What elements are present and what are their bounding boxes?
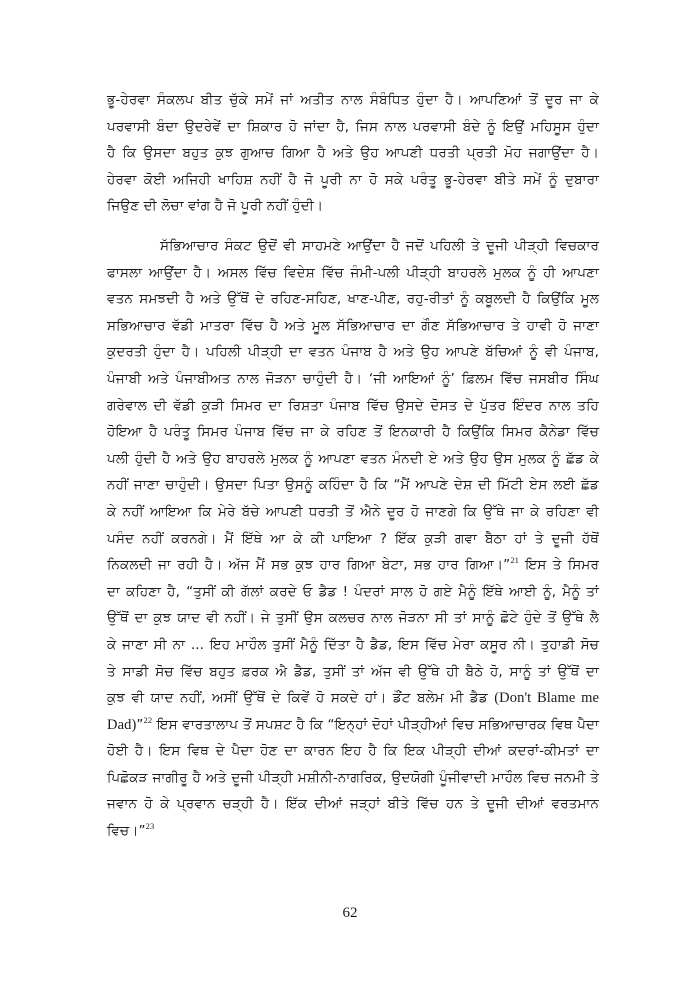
text-line: ਗਰੇਵਾਲ ਦੀ ਵੱਡੀ ਕੁੜੀ ਸਿਮਰ ਦਾ ਰਿਸ਼ਤਾ ਪੰਜਾਬ ਵਿੱਚ ਉਸਦੇ ਦੋਸਤ ਦੇ ਪੁੱਤਰ ਇੰਦਰ ਨਾਲ ਤਹਿ (107, 397, 599, 414)
text-line: ਹੈ ਕਿ ਉਸਦਾ ਬਹੁਤ ਕੁਝ ਗੁਆਚ ਗਿਆ ਹੈ ਅਤੇ ਉਹ ਆਪਣੀ ਧਰਤੀ ਪ੍ਰਤੀ ਮੋਹ ਜਗਾਉਂਦਾ ਹੈ। (107, 145, 599, 162)
page-number: 62 (342, 905, 358, 921)
line-text: ਇਸ ਵਾਰਤਾਲਾਪ ਤੋਂ ਸਪਸ਼ਟ ਹੈ ਕਿ “ਇਨ੍ਹਾਂ ਦੋਹਾਂ ਪੀੜ੍ਹੀਆਂ ਵਿਚ ਸਭਿਆਚਾਰਕ ਵਿਥ ਪੈਦਾ (152, 716, 599, 733)
footnote-ref-21[interactable]: 21 (510, 555, 520, 566)
text-line: ਕੇ ਜਾਣਾ ਸੀ ਨਾ ... ਇਹ ਮਾਹੌਲ ਤੁਸੀਂ ਮੈਨੂੰ ਦਿੱਤਾ ਹੈ ਡੈਡ, ਇਸ ਵਿੱਚ ਮੇਰਾ ਕਸੂਰ ਨੀ। ਤੁਹਾਡੀ ਸੋਚ (107, 636, 599, 653)
text-line: ਫਾਸਲਾ ਆਉਂਦਾ ਹੈ। ਅਸਲ ਵਿੱਚ ਵਿਦੇਸ਼ ਵਿੱਚ ਜੰਮੀ-ਪਲੀ ਪੀੜ੍ਹੀ ਬਾਹਰਲੇ ਮੁਲਕ ਨੂੰ ਹੀ ਆਪਣਾ (107, 264, 599, 281)
text-line: ਕੁਦਰਤੀ ਹੁੰਦਾ ਹੈ। ਪਹਿਲੀ ਪੀੜ੍ਹੀ ਦਾ ਵਤਨ ਪੰਜਾਬ ਹੈ ਅਤੇ ਉਹ ਆਪਣੇ ਬੱਚਿਆਂ ਨੂੰ ਵੀ ਪੰਜਾਬ, (107, 344, 599, 361)
text-line: ਕੇ ਨਹੀਂ ਆਇਆ ਕਿ ਮੇਰੇ ਬੱਚੇ ਆਪਣੀ ਧਰਤੀ ਤੋਂ ਐਨੇ ਦੂਰ ਹੋ ਜਾਣਗੇ ਕਿ ਉੱਥੇ ਜਾ ਕੇ ਰਹਿਣਾ ਵੀ (107, 503, 599, 520)
text-line: ਤੇ ਸਾਡੀ ਸੋਚ ਵਿੱਚ ਬਹੁਤ ਫ਼ਰਕ ਐ ਡੈਡ, ਤੁਸੀਂ ਤਾਂ ਅੱਜ ਵੀ ਉੱਥੇ ਹੀ ਬੈਠੇ ਹੋ, ਸਾਨੂੰ ਤਾਂ ਉੱਥੋਂ ਦਾ (107, 663, 599, 680)
text-line: ਪੰਜਾਬੀ ਅਤੇ ਪੰਜਾਬੀਅਤ ਨਾਲ ਜੋੜਨਾ ਚਾਹੁੰਦੀ ਹੈ। ‘ਜੀ ਆਇਆਂ ਨੂੰ’ ਫ਼ਿਲਮ ਵਿੱਚ ਜਸਬੀਰ ਸਿੰਘ (107, 370, 599, 387)
text-line: ਹੇਰਵਾ ਕੋਈ ਅਜਿਹੀ ਖਾਹਿਸ਼ ਨਹੀਂ ਹੈ ਜੋ ਪੂਰੀ ਨਾ ਹੋ ਸਕੇ ਪਰੰਤੂ ਭੂ-ਹੇਰਵਾ ਬੀਤੇ ਸਮੇਂ ਨੂੰ ਦੁਬਾਰਾ (107, 171, 599, 188)
text-line: ਪਲੀ ਹੁੰਦੀ ਹੈ ਅਤੇ ਉਹ ਬਾਹਰਲੇ ਮੁਲਕ ਨੂੰ ਆਪਣਾ ਵਤਨ ਮੰਨਦੀ ਏ ਅਤੇ ਉਹ ਉਸ ਮੁਲਕ ਨੂੰ ਛੱਡ ਕੇ (107, 450, 599, 467)
closing-quote: ” (136, 716, 144, 733)
footnote-ref-23[interactable]: 23 (145, 821, 155, 832)
text-line-with-footnote (107, 818, 599, 845)
text-line: ਨਹੀਂ ਜਾਣਾ ਚਾਹੁੰਦੀ। ਉਸਦਾ ਪਿਤਾ ਉਸਨੂੰ ਕਹਿੰਦਾ ਹੈ ਕਿ “ਮੈਂ ਆਪਣੇ ਦੇਸ਼ ਦੀ ਮਿੱਟੀ ਏਸ ਲਈ ਛੱਡ (107, 477, 599, 494)
paragraph-1 (107, 87, 599, 220)
paragraph-2 (107, 233, 599, 845)
text-line: ਉੱਥੋਂ ਦਾ ਕੁਝ ਯਾਦ ਵੀ ਨਹੀਂ। ਜੇ ਤੁਸੀਂ ਉਸ ਕਲਚਰ ਨਾਲ ਜੋੜਨਾ ਸੀ ਤਾਂ ਸਾਨੂੰ ਛੋਟੇ ਹੁੰਦੇ ਤੋਂ ਉੱਥੇ ਲੈ (107, 610, 599, 627)
line-text: ਵਿਚ।” (107, 823, 146, 840)
footnote-ref-22[interactable]: 22 (143, 714, 153, 725)
text-line: ਦਾ ਕਹਿਣਾ ਹੈ, “ਤੁਸੀਂ ਕੀ ਗੱਲਾਂ ਕਰਦੇ ਓ ਡੈਡ ! ਪੰਦਰਾਂ ਸਾਲ ਹੋ ਗਏ ਮੈਨੂੰ ਇੱਥੇ ਆਈ ਨੂੰ, ਮੈਨੂੰ ਤਾਂ (107, 583, 599, 600)
text-line-with-footnote (107, 712, 599, 739)
text-line: ਪਿਛੋਕੜ ਜਾਗੀਰੂ ਹੈ ਅਤੇ ਦੂਜੀ ਪੀੜ੍ਹੀ ਮਸ਼ੀਨੀ-ਨਾਗਰਿਕ, ਉਦਯੋਗੀ ਪੂੰਜੀਵਾਦੀ ਮਾਹੌਲ ਵਿਚ ਜਨਮੀ ਤੇ (107, 769, 599, 786)
english-title-text: Dad) (107, 716, 137, 733)
line-text: ਇਸ ਤੇ ਸਿਮਰ (519, 557, 600, 574)
text-line: ਜਵਾਨ ਹੋ ਕੇ ਪ੍ਰਵਾਨ ਚੜ੍ਹੀ ਹੈ। ਇੱਕ ਦੀਆਂ ਜੜ੍ਹਾਂ ਬੀਤੇ ਵਿੱਚ ਹਨ ਤੇ ਦੂਜੀ ਦੀਆਂ ਵਰਤਮਾਨ (107, 796, 599, 813)
text-line: ਹੋਈ ਹੈ। ਇਸ ਵਿਥ ਦੇ ਪੈਦਾ ਹੋਣ ਦਾ ਕਾਰਨ ਇਹ ਹੈ ਕਿ ਇਕ ਪੀੜ੍ਹੀ ਦੀਆਂ ਕਦਰਾਂ-ਕੀਮਤਾਂ ਦਾ (107, 743, 599, 760)
line-text: ਨਿਕਲਦੀ ਜਾ ਰਹੀ ਹੈ। ਅੱਜ ਮੈਂ ਸਭ ਕੁਝ ਹਾਰ ਗਿਆ ਬੇਟਾ, ਸਭ ਹਾਰ ਗਿਆ।” (107, 557, 511, 574)
english-title-text: (Don't Blame me (494, 690, 600, 707)
text-line-with-footnote (107, 552, 599, 579)
text-line: ਜਿਉਣ ਦੀ ਲੋਚਾ ਵਾਂਗ ਹੈ ਜੋ ਪੂਰੀ ਨਹੀਂ ਹੁੰਦੀ। (107, 198, 324, 215)
text-line: ਪਰਵਾਸੀ ਬੰਦਾ ਉਦਰੇਵੇਂ ਦਾ ਸ਼ਿਕਾਰ ਹੋ ਜਾਂਦਾ ਹੈ, ਜਿਸ ਨਾਲ ਪਰਵਾਸੀ ਬੰਦੇ ਨੂੰ ਇਉਂ ਮਹਿਸੂਸ ਹੁੰਦਾ (107, 118, 599, 135)
text-line: ਸਭਿਆਚਾਰ ਵੱਡੀ ਮਾਤਰਾ ਵਿੱਚ ਹੈ ਅਤੇ ਮੂਲ ਸੱਭਿਆਚਾਰ ਦਾ ਗੌਣ ਸੱਭਿਆਚਾਰ ਤੇ ਹਾਵੀ ਹੋ ਜਾਣਾ (107, 317, 599, 334)
text-line: ਭੂ-ਹੇਰਵਾ ਸੰਕਲਪ ਬੀਤ ਚੁੱਕੇ ਸਮੇਂ ਜਾਂ ਅਤੀਤ ਨਾਲ ਸੰਬੰਧਿਤ ਹੁੰਦਾ ਹੈ। ਆਪਣਿਆਂ ਤੋਂ ਦੂਰ ਜਾ ਕੇ (107, 92, 599, 108)
text-line: ਵਤਨ ਸਮਝਦੀ ਹੈ ਅਤੇ ਉੱਥੋਂ ਦੇ ਰਹਿਣ-ਸਹਿਣ, ਖਾਣ-ਪੀਣ, ਰਹੁ-ਰੀਤਾਂ ਨੂੰ ਕਬੂਲਦੀ ਹੈ ਕਿਉਂਕਿ ਮੂਲ (107, 291, 599, 308)
text-line: ਹੋਇਆ ਹੈ ਪਰੰਤੂ ਸਿਮਰ ਪੰਜਾਬ ਵਿੱਚ ਜਾ ਕੇ ਰਹਿਣ ਤੋਂ ਇਨਕਾਰੀ ਹੈ ਕਿਉਂਕਿ ਸਿਮਰ ਕੈਨੇਡਾ ਵਿੱਚ (107, 424, 599, 441)
text-line: ਪਸੰਦ ਨਹੀਂ ਕਰਨਗੇ। ਮੈਂ ਇੱਥੇ ਆ ਕੇ ਕੀ ਪਾਇਆ ? ਇੱਕ ਕੁੜੀ ਗਵਾ ਬੈਠਾ ਹਾਂ ਤੇ ਦੂਜੀ ਹੱਥੋਂ (107, 530, 599, 547)
line-text: ਕੁਝ ਵੀ ਯਾਦ ਨਹੀਂ, ਅਸੀਂ ਉੱਥੋਂ ਦੇ ਕਿਵੇਂ ਹੋ ਸਕਦੇ ਹਾਂ। ਡੌਂਟ ਬਲੇਮ ਮੀ ਡੈਡ (107, 690, 488, 707)
text-line: ਸੱਭਿਆਚਾਰ ਸੰਕਟ ਉਦੋਂ ਵੀ ਸਾਹਮਣੇ ਆਉਂਦਾ ਹੈ ਜਦੋਂ ਪਹਿਲੀ ਤੇ ਦੂਜੀ ਪੀੜ੍ਹੀ ਵਿਚਕਾਰ (160, 238, 599, 254)
text-line-with-latin (107, 685, 599, 712)
